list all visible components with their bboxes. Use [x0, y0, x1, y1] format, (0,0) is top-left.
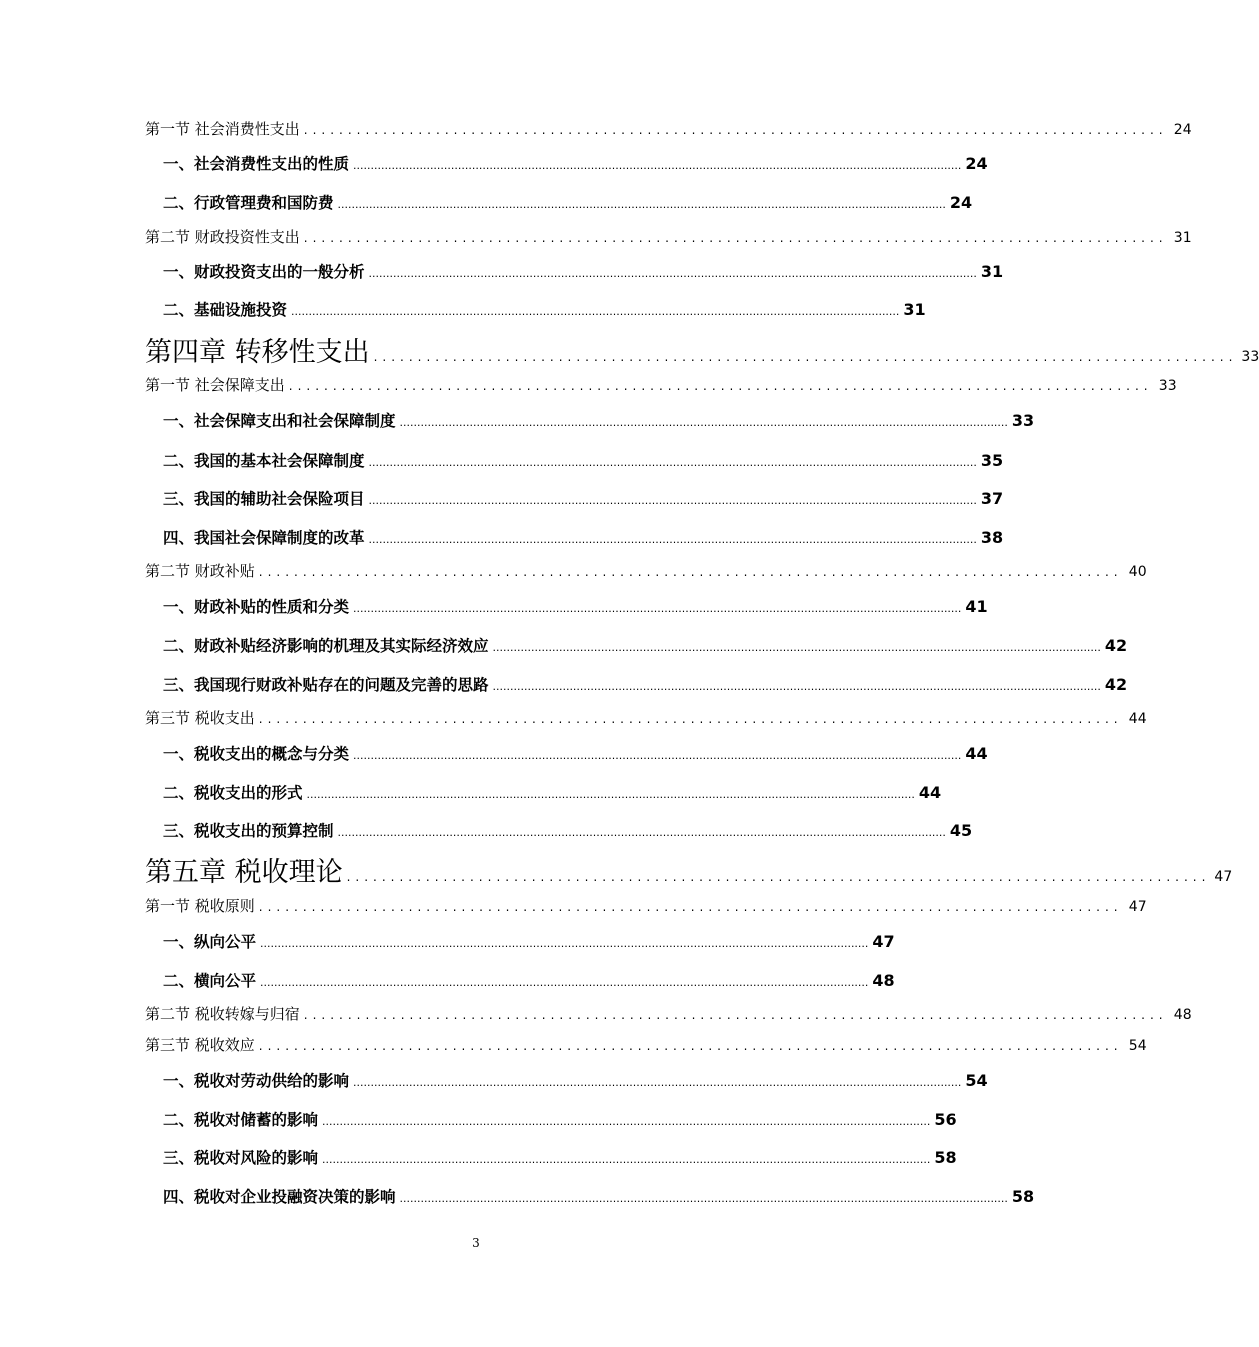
toc-item[interactable] — [163, 1146, 957, 1168]
toc-item[interactable] — [163, 781, 942, 803]
toc-item[interactable] — [163, 449, 1004, 471]
dot-leader: .............................................................................................................................................................................. — [260, 976, 869, 989]
toc-entry-page: 41 — [965, 597, 988, 616]
dot-leader: .................................................................................................. — [373, 350, 1238, 364]
toc-item[interactable] — [163, 152, 988, 174]
toc-item[interactable] — [163, 409, 1035, 431]
dot-leader: .............................................................................................................................................................................. — [337, 198, 946, 211]
dot-leader: .............................................................................................................................................................................. — [399, 416, 1008, 429]
toc-section[interactable] — [145, 1034, 1147, 1055]
toc-entry-label: 第一节 社会消费性支出 — [145, 120, 300, 138]
dot-leader: .................................................................................................. — [258, 1039, 1123, 1053]
dot-leader: .................................................................................................. — [303, 123, 1168, 137]
toc-entry-page: 24 — [1173, 122, 1192, 138]
toc-entry-label: 第二节 税收转嫁与归宿 — [145, 1005, 300, 1023]
toc-entry-page: 24 — [965, 154, 988, 173]
toc-chapter[interactable] — [145, 850, 1233, 889]
dot-leader: .............................................................................................................................................................................. — [399, 1192, 1008, 1205]
toc-entry-page: 47 — [872, 932, 895, 951]
toc-entry-label: 第四章 转移性支出 — [145, 337, 370, 368]
toc-entry-label: 一、财政补贴的性质和分类 — [163, 598, 350, 616]
toc-entry-page: 35 — [980, 451, 1004, 470]
toc-item[interactable] — [163, 1185, 1035, 1207]
toc-entry-label: 二、我国的基本社会保障制度 — [163, 452, 365, 470]
toc-item[interactable] — [163, 1108, 957, 1130]
dot-leader: .............................................................................................................................................................................. — [291, 305, 900, 318]
toc-entry-page: 31 — [1173, 230, 1192, 246]
dot-leader: .................................................................................................. — [258, 900, 1123, 914]
toc-entry-page: 31 — [903, 300, 926, 319]
dot-leader: .............................................................................................................................................................................. — [368, 456, 977, 469]
toc-entry-label: 二、财政补贴经济影响的机理及其实际经济效应 — [163, 637, 489, 655]
dot-leader: .............................................................................................................................................................................. — [260, 937, 869, 950]
toc-entry-page: 58 — [1011, 1187, 1035, 1206]
toc-item[interactable] — [163, 742, 988, 764]
toc-section[interactable] — [145, 1003, 1192, 1024]
toc-item[interactable] — [163, 930, 895, 952]
dot-leader: .............................................................................................................................................................................. — [353, 749, 962, 762]
dot-leader: .............................................................................................................................................................................. — [306, 788, 915, 801]
toc-entry-page: 54 — [965, 1071, 988, 1090]
toc-entry-page: 33 — [1011, 411, 1035, 430]
toc-section[interactable] — [145, 560, 1147, 581]
toc-entry-page: 31 — [980, 262, 1004, 281]
toc-item[interactable] — [163, 260, 1004, 282]
toc-entry-label: 一、社会保障支出和社会保障制度 — [163, 412, 396, 430]
toc-entry-page: 44 — [918, 783, 942, 802]
toc-section[interactable] — [145, 895, 1147, 916]
toc-entry-page: 33 — [1241, 349, 1259, 365]
toc-item[interactable] — [163, 969, 895, 991]
toc-entry-page: 44 — [965, 744, 988, 763]
toc-entry-page: 48 — [872, 971, 895, 990]
dot-leader: .............................................................................................................................................................................. — [368, 533, 977, 546]
toc-entry-page: 54 — [1128, 1038, 1147, 1054]
dot-leader: .............................................................................................................................................................................. — [353, 1076, 962, 1089]
toc-entry-label: 三、我国现行财政补贴存在的问题及完善的思路 — [163, 676, 489, 694]
toc-item[interactable] — [163, 191, 973, 213]
toc-item[interactable] — [163, 595, 988, 617]
toc-entry-page: 42 — [1104, 636, 1128, 655]
toc-item[interactable] — [163, 298, 926, 320]
toc-entry-page: 40 — [1128, 564, 1147, 580]
toc-entry-page: 48 — [1173, 1007, 1192, 1023]
toc-entry-label: 一、社会消费性支出的性质 — [163, 155, 350, 173]
toc-entry-label: 二、税收支出的形式 — [163, 784, 303, 802]
toc-entry-label: 三、我国的辅助社会保险项目 — [163, 490, 365, 508]
toc-entry-page: 24 — [949, 193, 973, 212]
dot-leader: .................................................................................................. — [303, 231, 1168, 245]
toc-entry-page: 47 — [1128, 899, 1147, 915]
toc-entry-label: 第一节 社会保障支出 — [145, 376, 285, 394]
toc-entry-page: 33 — [1158, 378, 1177, 394]
page-number: 3 — [472, 1236, 480, 1250]
toc-entry-label: 第五章 税收理论 — [145, 857, 343, 888]
toc-entry-label: 二、横向公平 — [163, 972, 257, 990]
dot-leader: .................................................................................................. — [258, 565, 1123, 579]
toc-entry-page: 45 — [949, 821, 973, 840]
dot-leader: .............................................................................................................................................................................. — [353, 159, 962, 172]
toc-entry-page: 42 — [1104, 675, 1128, 694]
toc-item[interactable] — [163, 1069, 988, 1091]
dot-leader: .............................................................................................................................................................................. — [368, 267, 977, 280]
dot-leader: .............................................................................................................................................................................. — [322, 1115, 931, 1128]
toc-entry-label: 第二节 财政补贴 — [145, 562, 255, 580]
dot-leader: .............................................................................................................................................................................. — [368, 494, 977, 507]
toc-entry-page: 47 — [1214, 869, 1233, 885]
dot-leader: .............................................................................................................................................................................. — [492, 641, 1101, 654]
toc-entry-label: 二、税收对储蓄的影响 — [163, 1111, 319, 1129]
toc-entry-label: 一、纵向公平 — [163, 933, 257, 951]
toc-chapter[interactable] — [145, 330, 1259, 369]
toc-entry-page: 58 — [934, 1148, 957, 1167]
toc-entry-label: 第二节 财政投资性支出 — [145, 228, 300, 246]
toc-item[interactable] — [163, 634, 1128, 656]
toc-entry-label: 二、行政管理费和国防费 — [163, 194, 334, 212]
toc-entry-page: 37 — [980, 489, 1004, 508]
toc-item[interactable] — [163, 526, 1004, 548]
toc-entry-label: 第一节 税收原则 — [145, 897, 255, 915]
dot-leader: .............................................................................................................................................................................. — [353, 602, 962, 615]
toc-entry-page: 38 — [980, 528, 1004, 547]
dot-leader: .............................................................................................................................................................................. — [322, 1153, 931, 1166]
toc-entry-label: 第三节 税收效应 — [145, 1036, 255, 1054]
dot-leader: .................................................................................................. — [288, 379, 1153, 393]
toc-section[interactable] — [145, 374, 1177, 395]
toc-item[interactable] — [163, 487, 1004, 509]
toc-item[interactable] — [163, 673, 1128, 695]
toc-section[interactable] — [145, 707, 1147, 728]
toc-entry-label: 一、财政投资支出的一般分析 — [163, 263, 365, 281]
toc-entry-label: 一、税收支出的概念与分类 — [163, 745, 350, 763]
dot-leader: .................................................................................................. — [303, 1008, 1168, 1022]
toc-section[interactable] — [145, 118, 1192, 139]
toc-entry-label: 四、我国社会保障制度的改革 — [163, 529, 365, 547]
dot-leader: .................................................................................................. — [258, 712, 1123, 726]
toc-entry-label: 三、税收对风险的影响 — [163, 1149, 319, 1167]
toc-entry-label: 一、税收对劳动供给的影响 — [163, 1072, 350, 1090]
toc-section[interactable] — [145, 226, 1192, 247]
dot-leader: .............................................................................................................................................................................. — [337, 826, 946, 839]
dot-leader: .............................................................................................................................................................................. — [492, 680, 1101, 693]
toc-entry-label: 第三节 税收支出 — [145, 709, 255, 727]
toc-entry-label: 三、税收支出的预算控制 — [163, 822, 334, 840]
toc-entry-page: 44 — [1128, 711, 1147, 727]
toc-entry-label: 四、税收对企业投融资决策的影响 — [163, 1188, 396, 1206]
dot-leader: .................................................................................................. — [346, 870, 1211, 884]
toc-entry-label: 二、基础设施投资 — [163, 301, 288, 319]
toc-item[interactable] — [163, 819, 973, 841]
toc-entry-page: 56 — [934, 1110, 957, 1129]
